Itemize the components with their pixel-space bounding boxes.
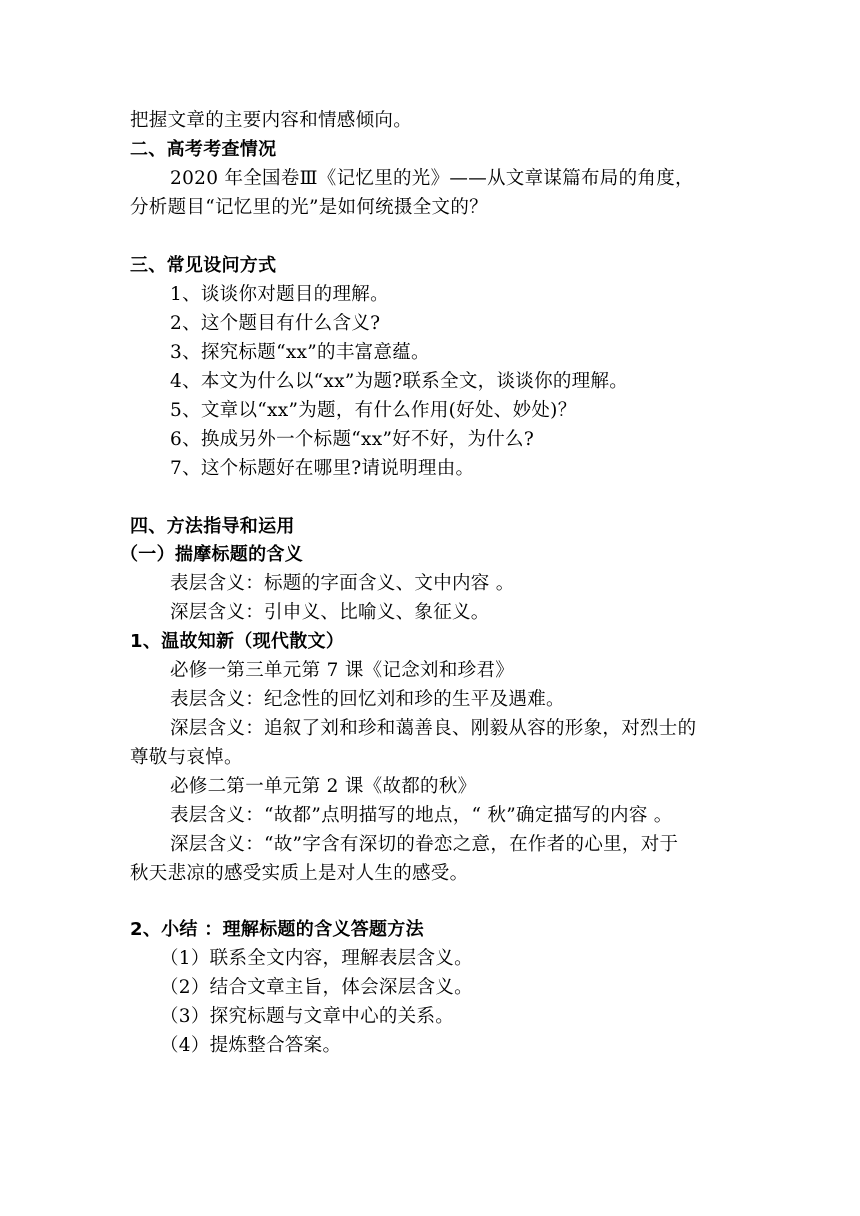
example2-deep-line2: 秋天悲凉的感受实质上是对人生的感受。 — [130, 863, 469, 884]
section3-heading: 三、常见设问方式 — [130, 255, 277, 276]
intro-line: 把握文章的主要内容和情感倾向。 — [130, 110, 413, 131]
summary-step: （3）探究标题与文章中心的关系。 — [160, 1006, 455, 1027]
section2-text-line2: 分析题目“记忆里的光”是如何统摄全文的？ — [130, 197, 488, 218]
summary-step: （2）结合文章主旨，体会深层含义。 — [160, 977, 473, 998]
example1-deep-line2: 尊敬与哀悼。 — [130, 747, 243, 768]
section2-text-line1: 2020 年全国卷Ⅲ《记忆里的光》——从文章谋篇布局的角度， — [170, 168, 694, 189]
part2-heading: 2、小结 ：理解标题的含义答题方法 — [130, 919, 424, 940]
example2-deep-line1: 深层含义：“故”字含有深切的眷恋之意，在作者的心里，对于 — [170, 834, 679, 855]
section3-item: 1、谈谈你对题目的理解。 — [170, 284, 389, 305]
summary-step: （1）联系全文内容，理解表层含义。 — [160, 948, 473, 969]
section3-item: 2、这个题目有什么含义? — [170, 313, 381, 334]
summary-step: （4）提炼整合答案。 — [160, 1035, 342, 1056]
example1-title: 必修一第三单元第 7 课《记念刘和珍君》 — [170, 660, 515, 681]
section4-sub1-heading: （一）揣摩标题的含义 — [120, 544, 303, 565]
section3-item: 5、文章以“xx”为题，有什么作用(好处、妙处)？ — [170, 400, 577, 421]
example1-deep-line1: 深层含义：追叙了刘和珍和蔼善良、刚毅从容的形象，对烈士的 — [170, 718, 697, 739]
section4-heading: 四、方法指导和运用 — [130, 516, 295, 537]
section3-item: 6、换成另外一个标题“xx”好不好，为什么? — [170, 429, 535, 450]
sub1-deep-meaning: 深层含义：引申义、比喻义、象征义。 — [170, 602, 490, 623]
example2-surface: 表层含义：“故都”点明描写的地点，“ 秋”确定描写的内容 。 — [170, 805, 673, 826]
section3-item: 4、本文为什么以“xx”为题?联系全文，谈谈你的理解。 — [170, 371, 629, 392]
example2-title: 必修二第一单元第 2 课《故都的秋》 — [170, 776, 477, 797]
section3-item: 7、这个标题好在哪里?请说明理由。 — [170, 458, 475, 479]
part1-heading: 1、温故知新（现代散文） — [130, 631, 345, 652]
section3-item: 3、探究标题“xx”的丰富意蕴。 — [170, 342, 430, 363]
section2-heading: 二、高考考查情况 — [130, 139, 277, 160]
sub1-surface-meaning: 表层含义：标题的字面含义、文中内容 。 — [170, 573, 515, 594]
example1-surface: 表层含义：纪念性的回忆刘和珍的生平及遇难。 — [170, 689, 565, 710]
